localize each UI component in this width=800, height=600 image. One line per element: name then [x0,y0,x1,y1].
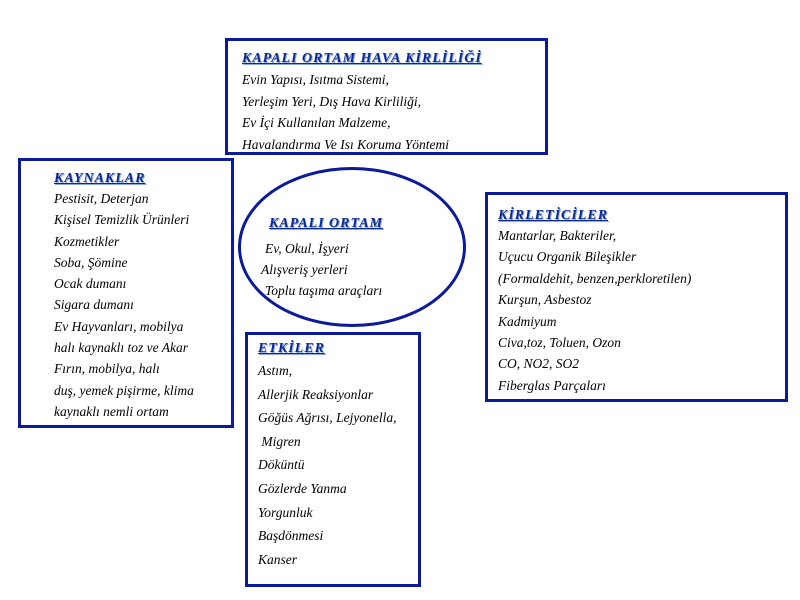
indoor-environment-lines [261,238,382,301]
pollutants-line: Mantarlar, Bakteriler, [498,228,617,243]
indoor-air-pollution-line: Yerleşim Yeri, Dış Hava Kirliliği, [242,93,422,109]
indoor-environment-title: KAPALI ORTAM [269,216,384,231]
sources-line: Ev Hayvanları, mobilya [54,318,184,334]
effects-line: Kanser [258,551,298,567]
pollutants-line: Kurşun, Asbestoz [498,292,592,308]
sources-line: Ocak dumanı [54,276,127,292]
effects-line: Migren [258,433,301,449]
sources-line: kaynaklı nemli ortam [54,403,169,419]
sources-line: halı kaynaklı toz ve Akar [54,340,188,356]
effects-line: Göğüs Ağrısı, Lejyonella, [258,410,397,426]
sources-line: Fırın, mobilya, halı [54,361,160,377]
sources-title: KAYNAKLAR [54,171,146,186]
pollutants-line: CO, NO2, SO2 [498,356,580,372]
effects-line: Astım, [258,363,293,378]
indoor-environment-line: Toplu taşıma araçları [265,283,383,298]
sources-line: Soba, Şömine [54,254,128,270]
sources-line: Kozmetikler [54,233,120,249]
indoor-environment-ellipse [238,167,466,327]
pollutants-line: Kadmiyum [498,313,557,329]
effects-line: Allerjik Reaksiyonlar [258,386,374,402]
sources-line: Kişisel Temizlik Ürünleri [54,212,190,228]
indoor-air-pollution-box [225,38,548,155]
pollutants-line: Uçucu Organik Bileşikler [498,249,637,265]
pollutants-box [485,192,788,402]
pollutants-line: Civa,toz, Toluen, Ozon [498,335,621,351]
sources-line: Sigara dumanı [54,297,134,313]
effects-title: ETKİLER [258,341,325,356]
effects-line: Başdönmesi [258,528,324,544]
pollutants-line: Fiberglas Parçaları [498,377,606,393]
effects-line: Döküntü [258,457,305,473]
indoor-air-pollution-line: Havalandırma Ve Isı Koruma Yöntemi [242,136,449,152]
pollutants-line: (Formaldehit, benzen,perkloretilen) [498,270,692,286]
indoor-air-pollution-line: Evin Yapısı, Isıtma Sistemi, [242,72,389,87]
effects-line: Yorgunluk [258,504,313,520]
effects-box [245,332,421,587]
indoor-air-pollution-line: Ev İçi Kullanılan Malzeme, [242,115,391,130]
indoor-air-pollution-title: KAPALI ORTAM HAVA KİRLİLİĞİ [242,51,482,66]
pollutants-title: KİRLETİCİLER [498,208,609,223]
indoor-environment-line: Ev, Okul, İşyeri [265,241,349,256]
indoor-environment-line: Alışveriş yerleri [261,262,348,277]
sources-line: duş, yemek pişirme, klima [54,382,194,398]
effects-line: Gözlerde Yanma [258,480,347,496]
sources-line: Pestisit, Deterjan [54,191,149,206]
sources-box [18,158,234,428]
